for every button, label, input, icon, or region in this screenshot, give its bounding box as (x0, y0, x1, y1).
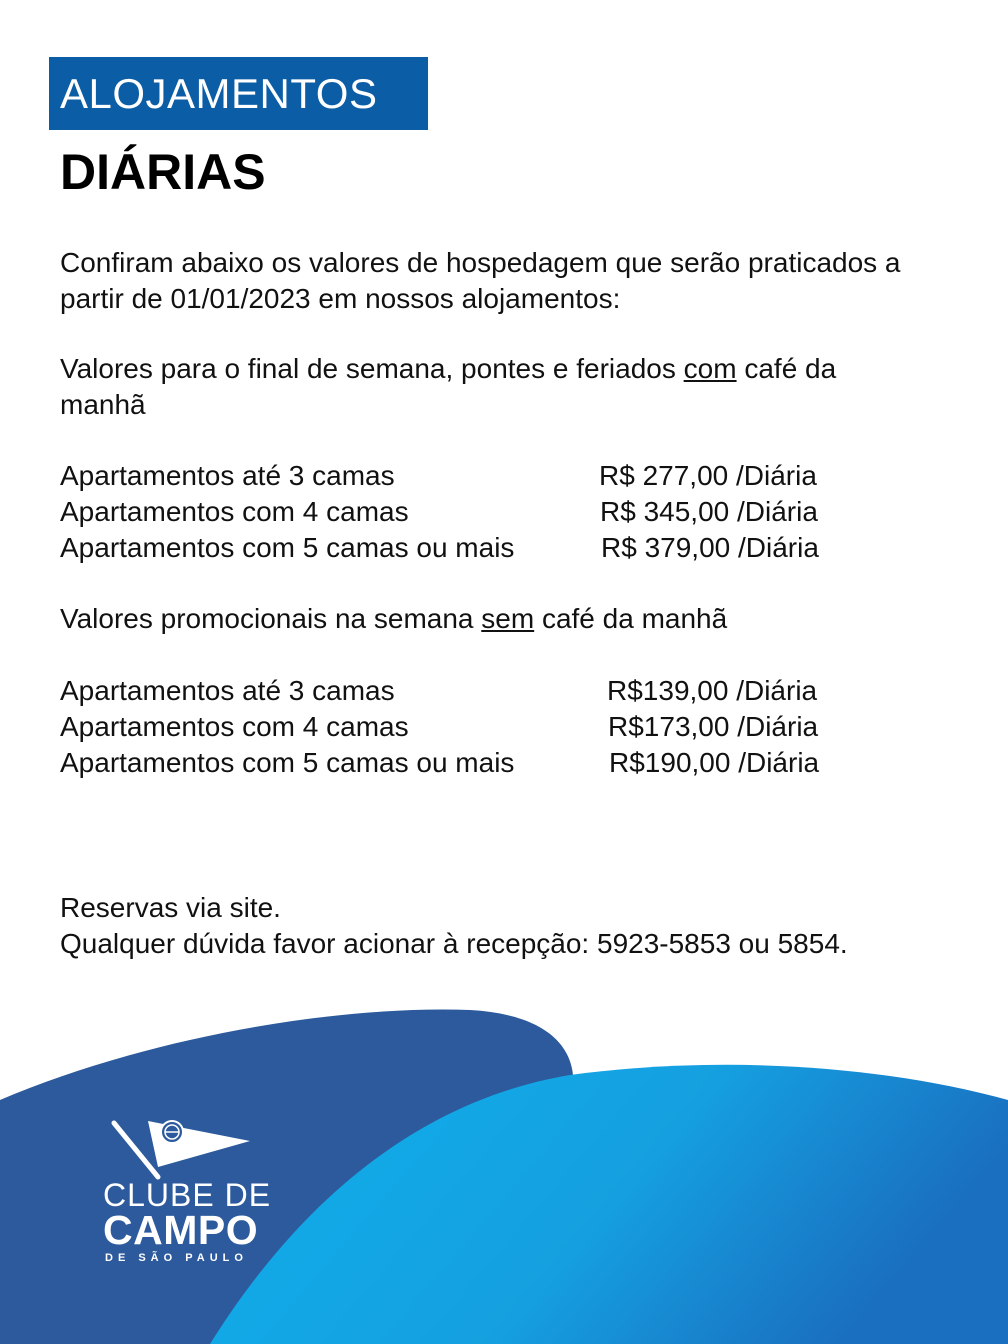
price-row (60, 745, 840, 781)
room-type-label: Apartamentos até 3 camas (60, 460, 395, 491)
weekend-heading (60, 351, 836, 423)
price-row (60, 494, 840, 530)
weekday-heading-text-end: café da manhã (534, 603, 728, 634)
weekend-heading-emphasis: com (683, 353, 737, 384)
price-value: R$139,00 /Diária (607, 675, 818, 706)
page-title: DIÁRIAS (60, 144, 266, 200)
price-value: R$ 379,00 /Diária (601, 532, 819, 563)
footer-note (60, 890, 848, 962)
section-header-badge: ALOJAMENTOS (49, 57, 428, 130)
intro-line-1: Confiram abaixo os valores de hospedagem que serão praticados a (60, 247, 901, 278)
price-row (60, 530, 840, 566)
intro-paragraph (60, 245, 901, 317)
room-type-label: Apartamentos com 5 camas ou mais (60, 747, 515, 778)
room-type-label: Apartamentos com 5 camas ou mais (60, 532, 515, 563)
logo-text-line-2: CAMPO (103, 1207, 259, 1253)
logo-text-line-1: CLUBE DE (103, 1177, 272, 1213)
room-type-label: Apartamentos com 4 camas (60, 496, 409, 527)
logo-text-line-3: DE SÃO PAULO (105, 1252, 248, 1264)
room-type-label: Apartamentos até 3 camas (60, 675, 395, 706)
weekday-heading-text: Valores promocionais na semana (60, 603, 482, 634)
weekend-heading-text: Valores para o final de semana, pontes e feriados (60, 353, 684, 384)
price-value: R$190,00 /Diária (609, 747, 820, 778)
price-value: R$ 277,00 /Diária (599, 460, 817, 491)
room-type-label: Apartamentos com 4 camas (60, 711, 409, 742)
reservations-note: Reservas via site. (60, 892, 281, 923)
weekday-heading (60, 601, 727, 637)
weekend-heading-text-end: café da (736, 353, 837, 384)
price-row (60, 673, 840, 709)
contact-note: Qualquer dúvida favor acionar à recepção: 5923-5853 ou 5854. (60, 928, 848, 959)
price-row (60, 709, 840, 745)
weekend-heading-line-2: manhã (60, 389, 146, 420)
price-value: R$ 345,00 /Diária (600, 496, 818, 527)
price-row (60, 458, 840, 494)
weekday-heading-emphasis: sem (481, 603, 535, 634)
price-value: R$173,00 /Diária (608, 711, 819, 742)
intro-line-2: partir de 01/01/2023 em nossos alojamentos: (60, 283, 621, 314)
